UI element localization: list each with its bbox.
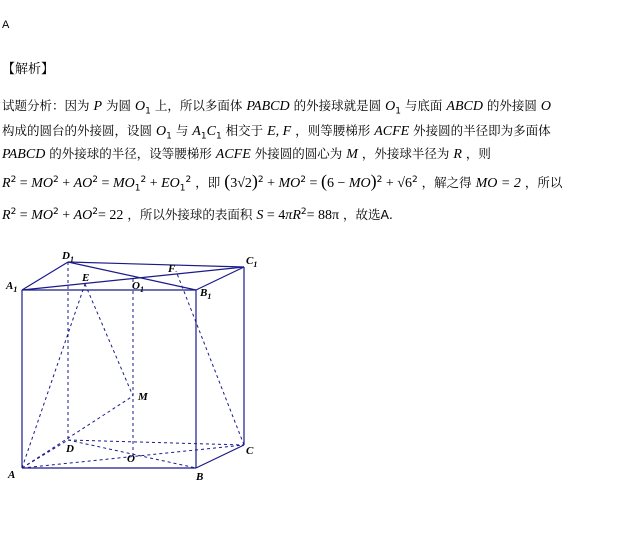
label-b: B xyxy=(196,471,204,483)
label-e: E xyxy=(82,272,90,284)
label-c1: $C_1$ xyxy=(246,255,258,269)
label-a1: $A_1$ xyxy=(6,280,18,294)
geometry-figure xyxy=(0,245,280,485)
hidden-e-m xyxy=(85,284,133,396)
solution-line-2: 构成的圆台的外接圆，设圆 $O_1$ 与 $A_1C_1$ 相交于 E, F ，则等腰梯形 ACFE 外接圆的半径即为多面体 xyxy=(2,123,551,142)
label-d: D xyxy=(66,443,74,455)
solution-line-5: $R^2 = MO^2 + AO^2= 22$ ，所以外接球的表面积 $S = 4\pi R^2= 88\pi$ ，故选A. xyxy=(2,207,393,224)
label-d1: $D_1$ xyxy=(62,250,74,264)
label-o: O xyxy=(127,453,135,465)
hidden-edge-d-c xyxy=(68,440,244,445)
label-m: M xyxy=(138,391,148,403)
answer-letter: A xyxy=(2,19,10,31)
solution-line-3: PABCD 的外接球的半径，设等腰梯形 ACFE 外接圆的圆心为 M ，外接球半径为 R ，则 xyxy=(2,146,491,162)
solution-line-4: $R^2 = MO^2 + AO^2 = MO_1^2 + EO_1^2$ ，即 $(3√2)^2 + MO^2 = (6 - MO)^2 + √6^2$ ，解之得 MO = 2 ，所以 xyxy=(2,171,563,194)
section-title: 【解析】 xyxy=(2,62,55,77)
label-o1: $O_1$ xyxy=(132,280,144,294)
label-b1: $B_1$ xyxy=(200,287,212,301)
label-a: A xyxy=(8,469,16,481)
hidden-a-m xyxy=(22,396,133,468)
solution-line-1: 试题分析：因为 P 为圆 $O_1$ 上，所以多面体 PABCD 的外接球就是圆 $O_1$ 与底面 ABCD 的外接圆 O xyxy=(2,98,552,117)
label-c: C xyxy=(246,445,254,457)
edge-b-c xyxy=(196,445,244,468)
label-f: F xyxy=(168,263,176,275)
edge-d1-c1 xyxy=(68,262,244,267)
